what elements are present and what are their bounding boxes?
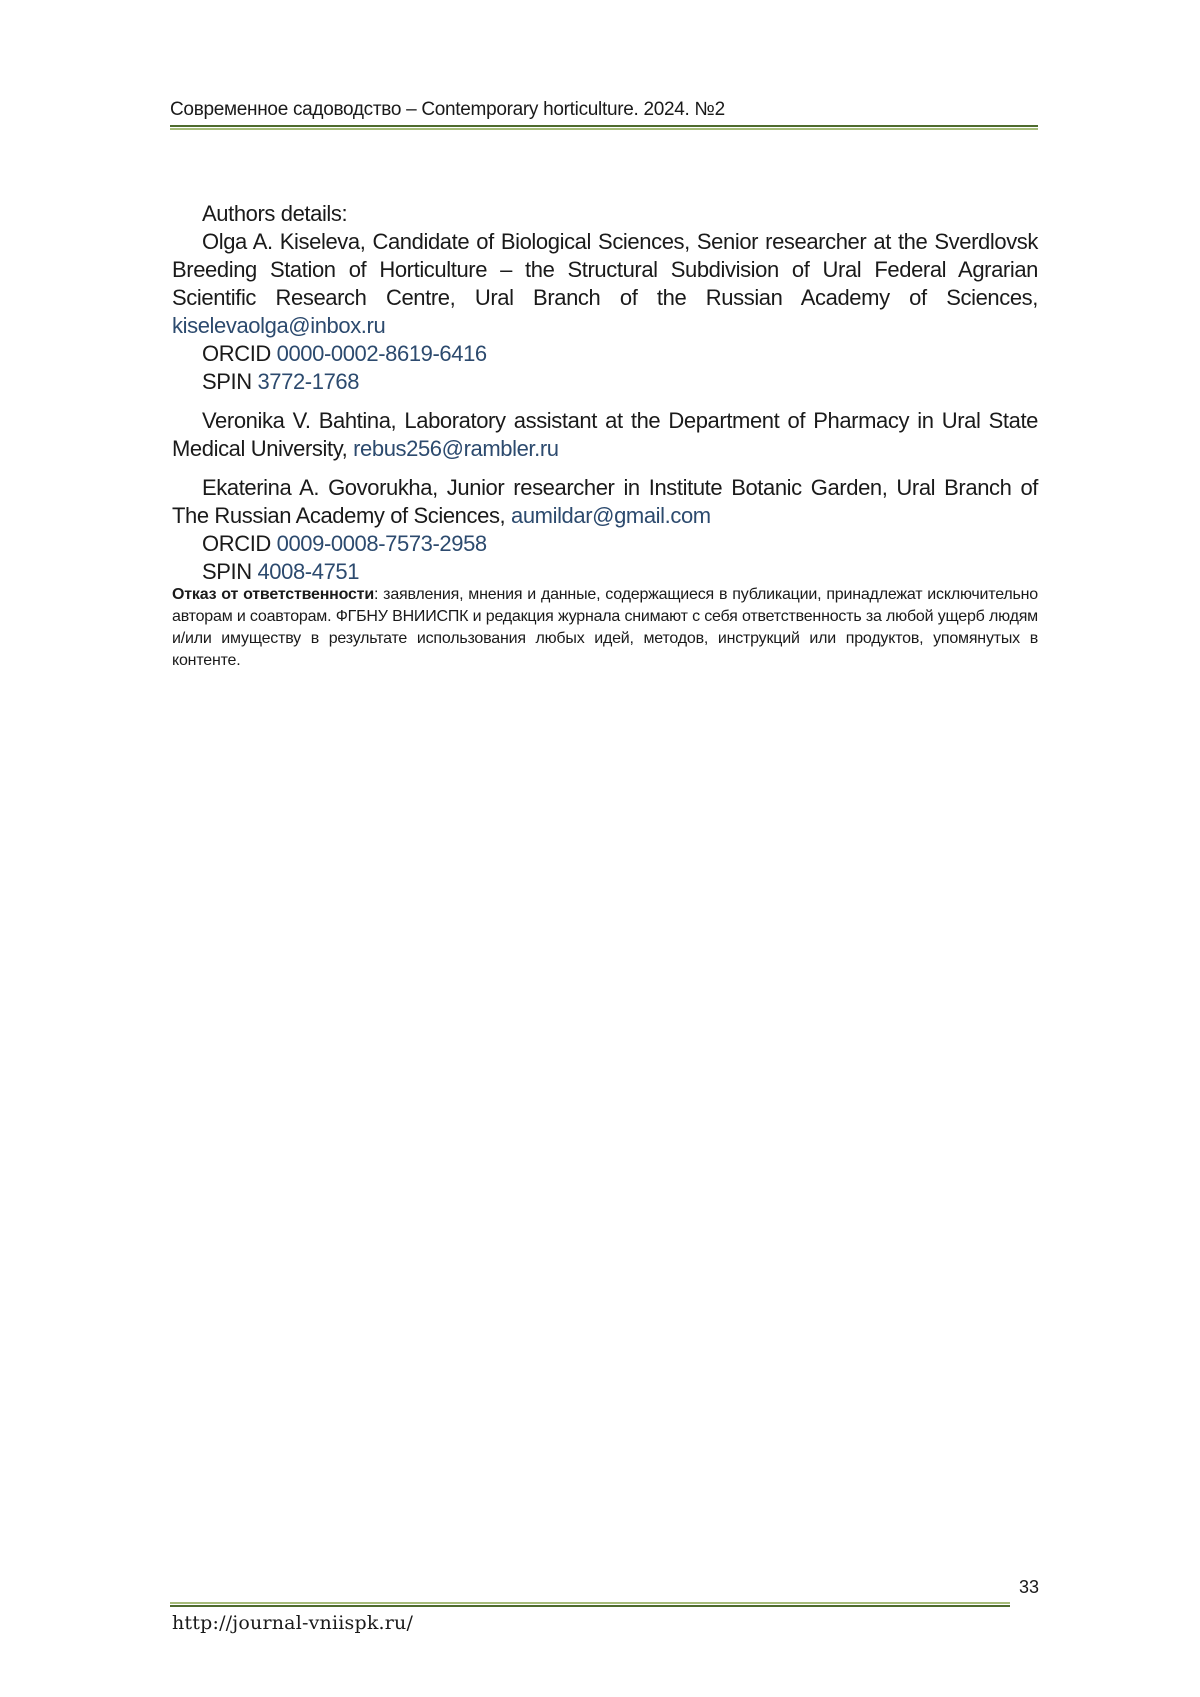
- authors-details: [172, 200, 1038, 586]
- author-3-orcid: [172, 530, 1038, 558]
- orcid-label: ORCID: [202, 531, 277, 556]
- author-1-orcid: [172, 340, 1038, 368]
- author-3-orcid-link[interactable]: 0009-0008-7573-2958: [276, 531, 487, 556]
- orcid-label: ORCID: [202, 341, 277, 366]
- authors-heading: Authors details:: [202, 201, 348, 226]
- author-1-email-link[interactable]: kiselevaolga@inbox.ru: [172, 313, 386, 338]
- author-3-details: [172, 474, 1038, 530]
- disclaimer: [172, 584, 1038, 672]
- author-3-text: Ekaterina A. Govorukha, Junior researcher in Institute Botanic Garden, Ural Branch of The Russian Academy of Sciences,: [172, 475, 1038, 528]
- author-1-spin: [172, 368, 1038, 396]
- author-1-details: [172, 228, 1038, 340]
- author-3-email-link[interactable]: aumildar@gmail.com: [510, 503, 711, 528]
- author-3-spin: [172, 558, 1038, 586]
- author-1-orcid-link[interactable]: 0000-0002-8619-6416: [276, 341, 487, 366]
- author-1-spin-link[interactable]: 3772-1768: [257, 369, 360, 394]
- disclaimer-title: Отказ от ответственности: [172, 586, 374, 603]
- spin-label: SPIN: [202, 559, 258, 584]
- page-header: [170, 98, 1038, 130]
- running-title: Современное садоводство – Contemporary horticulture. 2024. №2: [170, 99, 725, 120]
- author-1-text: Olga A. Kiseleva, Candidate of Biological Sciences, Senior researcher at the Sverdlovsk Breeding Station of Horticulture – the Structural Subdivision of Ural Federal Agrarian Scientific Research Centre, Ural Branch of the Russian Academy of Sciences,: [172, 229, 1038, 310]
- spin-label: SPIN: [202, 369, 258, 394]
- page-number: 33: [1018, 1577, 1039, 1597]
- author-2-details: [172, 407, 1038, 463]
- footer-url-link[interactable]: http://journal-vniispk.ru/: [172, 1612, 414, 1634]
- header-divider: [170, 125, 1038, 130]
- author-2-email-link[interactable]: rebus256@rambler.ru: [353, 436, 559, 461]
- disclaimer-text: : заявления, мнения и данные, содержащиеся в публикации, принадлежат исключительно авторам и соавторам. ФГБНУ ВНИИСПК и редакция журнала снимают с себя ответственность за любой ущерб людям и/или имуществу в результате использования любых идей, методов, инструкций или продуктов, упомянутых в контенте.: [172, 586, 1038, 669]
- footer-divider: [170, 1602, 1010, 1607]
- author-3-spin-link[interactable]: 4008-4751: [257, 559, 360, 584]
- author-2-text: Veronika V. Bahtina, Laboratory assistant at the Department of Pharmacy in Ural State Medical University,: [172, 408, 1038, 461]
